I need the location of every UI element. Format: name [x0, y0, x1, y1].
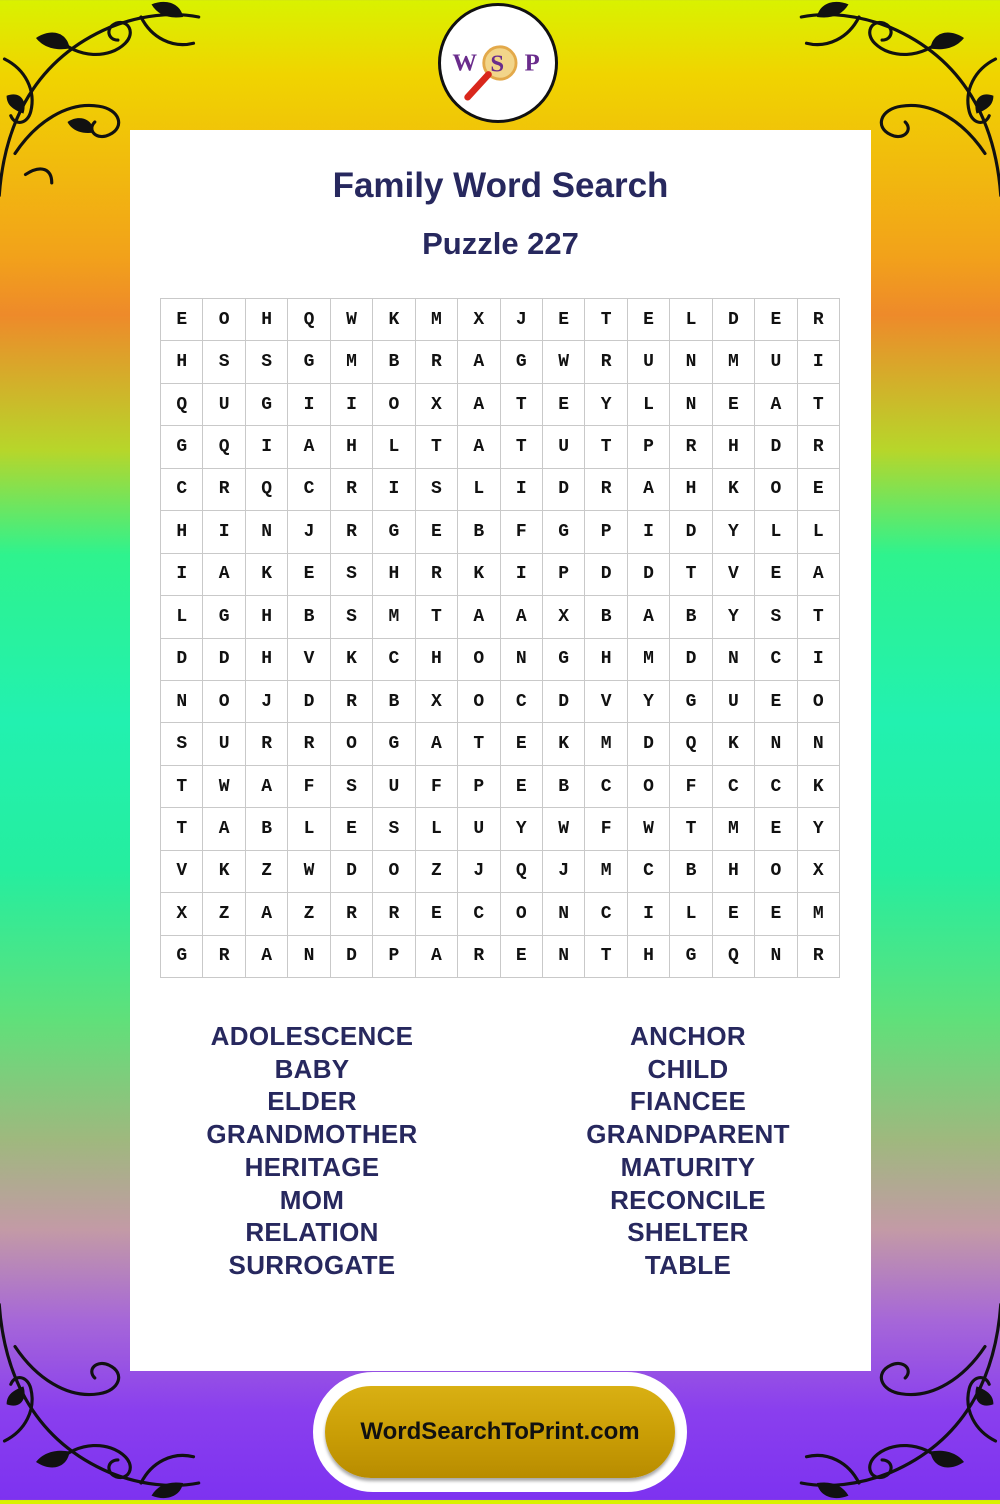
- grid-cell[interactable]: Z: [246, 851, 288, 893]
- grid-cell[interactable]: L: [670, 299, 712, 341]
- grid-cell[interactable]: K: [713, 723, 755, 765]
- grid-cell[interactable]: D: [331, 851, 373, 893]
- grid-cell[interactable]: P: [458, 766, 500, 808]
- grid-cell[interactable]: A: [416, 723, 458, 765]
- grid-cell[interactable]: H: [161, 511, 203, 553]
- grid-cell[interactable]: A: [203, 554, 245, 596]
- grid-cell[interactable]: R: [458, 936, 500, 978]
- grid-cell[interactable]: M: [585, 851, 627, 893]
- grid-cell[interactable]: R: [798, 299, 840, 341]
- word-list-item: FIANCEE: [629, 1086, 747, 1117]
- grid-cell[interactable]: L: [458, 469, 500, 511]
- grid-cell[interactable]: L: [373, 426, 415, 468]
- grid-cell[interactable]: Q: [288, 299, 330, 341]
- grid-cell[interactable]: D: [628, 554, 670, 596]
- grid-cell[interactable]: H: [246, 299, 288, 341]
- word-list-item: ANCHOR: [630, 1021, 746, 1051]
- grid-cell[interactable]: H: [670, 469, 712, 511]
- word-list-item: ELDER: [267, 1086, 357, 1117]
- grid-cell[interactable]: G: [203, 596, 245, 638]
- grid-cell[interactable]: F: [416, 766, 458, 808]
- grid-cell[interactable]: H: [161, 341, 203, 383]
- word-list-item: GRANDPARENT: [586, 1119, 790, 1150]
- grid-cell[interactable]: F: [288, 766, 330, 808]
- grid-cell[interactable]: B: [373, 341, 415, 383]
- grid-cell[interactable]: A: [628, 469, 670, 511]
- grid-cell[interactable]: F: [670, 766, 712, 808]
- grid-cell[interactable]: I: [628, 511, 670, 553]
- grid-cell[interactable]: T: [161, 766, 203, 808]
- grid-cell[interactable]: H: [416, 639, 458, 681]
- grid-cell[interactable]: P: [585, 511, 627, 553]
- grid-cell[interactable]: A: [458, 341, 500, 383]
- grid-cell[interactable]: C: [458, 893, 500, 935]
- grid-cell[interactable]: E: [288, 554, 330, 596]
- grid-cell[interactable]: S: [373, 808, 415, 850]
- grid-cell[interactable]: R: [373, 893, 415, 935]
- grid-cell[interactable]: C: [373, 639, 415, 681]
- grid-cell[interactable]: R: [798, 426, 840, 468]
- grid-cell[interactable]: T: [585, 299, 627, 341]
- logo-letter-w: W: [452, 49, 478, 77]
- grid-cell[interactable]: R: [331, 681, 373, 723]
- word-list-item: SHELTER: [627, 1217, 749, 1248]
- grid-cell[interactable]: M: [373, 596, 415, 638]
- grid-cell[interactable]: J: [458, 851, 500, 893]
- grid-cell[interactable]: O: [203, 681, 245, 723]
- grid-cell[interactable]: C: [161, 469, 203, 511]
- grid-cell[interactable]: Q: [246, 469, 288, 511]
- grid-cell[interactable]: E: [501, 936, 543, 978]
- word-list-item: RECONCILE: [610, 1184, 766, 1215]
- puzzle-sheet: [130, 130, 871, 1371]
- grid-cell[interactable]: F: [585, 808, 627, 850]
- grid-cell[interactable]: W: [203, 766, 245, 808]
- grid-cell[interactable]: H: [713, 426, 755, 468]
- grid-cell[interactable]: B: [585, 596, 627, 638]
- grid-cell[interactable]: S: [416, 469, 458, 511]
- grid-cell[interactable]: M: [798, 893, 840, 935]
- grid-cell[interactable]: P: [543, 554, 585, 596]
- grid-cell[interactable]: R: [670, 426, 712, 468]
- puzzle-number: Puzzle 227: [422, 226, 579, 261]
- grid-cell[interactable]: R: [585, 341, 627, 383]
- website-banner: [313, 1372, 687, 1492]
- grid-cell[interactable]: E: [543, 299, 585, 341]
- grid-cell[interactable]: I: [501, 469, 543, 511]
- grid-cell[interactable]: N: [543, 893, 585, 935]
- grid-cell[interactable]: U: [755, 341, 797, 383]
- grid-cell[interactable]: O: [373, 851, 415, 893]
- grid-cell[interactable]: E: [501, 723, 543, 765]
- grid-cell[interactable]: L: [798, 511, 840, 553]
- grid-cell[interactable]: A: [458, 596, 500, 638]
- grid-cell[interactable]: D: [161, 639, 203, 681]
- grid-cell[interactable]: P: [628, 426, 670, 468]
- grid-cell[interactable]: G: [288, 341, 330, 383]
- grid-cell[interactable]: M: [416, 299, 458, 341]
- grid-cell[interactable]: T: [670, 808, 712, 850]
- grid-cell[interactable]: V: [713, 554, 755, 596]
- grid-cell[interactable]: C: [288, 469, 330, 511]
- grid-cell[interactable]: C: [713, 766, 755, 808]
- grid-cell[interactable]: G: [373, 511, 415, 553]
- grid-cell[interactable]: C: [585, 893, 627, 935]
- grid-cell[interactable]: A: [501, 596, 543, 638]
- grid-cell[interactable]: A: [628, 596, 670, 638]
- grid-cell[interactable]: M: [713, 808, 755, 850]
- website-banner-inner: [325, 1386, 675, 1478]
- word-list-item: RELATION: [245, 1217, 379, 1248]
- grid-cell[interactable]: L: [161, 596, 203, 638]
- grid-cell[interactable]: A: [416, 936, 458, 978]
- grid-cell[interactable]: T: [585, 426, 627, 468]
- grid-cell[interactable]: U: [373, 766, 415, 808]
- grid-cell[interactable]: M: [713, 341, 755, 383]
- grid-cell[interactable]: O: [628, 766, 670, 808]
- grid-cell[interactable]: N: [543, 936, 585, 978]
- grid-cell[interactable]: U: [713, 681, 755, 723]
- grid-cell[interactable]: Z: [203, 893, 245, 935]
- grid-cell[interactable]: E: [755, 554, 797, 596]
- grid-cell[interactable]: E: [331, 808, 373, 850]
- grid-cell[interactable]: U: [203, 723, 245, 765]
- grid-cell[interactable]: W: [288, 851, 330, 893]
- grid-cell[interactable]: D: [713, 299, 755, 341]
- grid-cell[interactable]: R: [288, 723, 330, 765]
- grid-cell[interactable]: I: [246, 426, 288, 468]
- grid-cell[interactable]: K: [331, 639, 373, 681]
- grid-cell[interactable]: I: [288, 384, 330, 426]
- grid-cell[interactable]: Z: [288, 893, 330, 935]
- grid-cell[interactable]: O: [373, 384, 415, 426]
- grid-cell[interactable]: N: [161, 681, 203, 723]
- grid-cell[interactable]: M: [331, 341, 373, 383]
- word-list-item: ADOLESCENCE: [210, 1021, 414, 1051]
- grid-cell[interactable]: R: [331, 469, 373, 511]
- grid-cell[interactable]: B: [246, 808, 288, 850]
- grid-cell[interactable]: V: [585, 681, 627, 723]
- grid-cell[interactable]: C: [755, 766, 797, 808]
- grid-cell[interactable]: J: [501, 299, 543, 341]
- grid-cell[interactable]: N: [670, 384, 712, 426]
- grid-cell[interactable]: K: [543, 723, 585, 765]
- grid-cell[interactable]: V: [288, 639, 330, 681]
- grid-cell[interactable]: Y: [798, 808, 840, 850]
- grid-cell[interactable]: T: [501, 426, 543, 468]
- grid-cell[interactable]: M: [585, 723, 627, 765]
- grid-cell[interactable]: R: [416, 341, 458, 383]
- grid-cell[interactable]: W: [543, 341, 585, 383]
- grid-cell[interactable]: G: [246, 384, 288, 426]
- grid-cell[interactable]: A: [288, 426, 330, 468]
- grid-cell[interactable]: B: [670, 596, 712, 638]
- grid-cell[interactable]: D: [585, 554, 627, 596]
- grid-cell[interactable]: N: [246, 511, 288, 553]
- grid-cell[interactable]: N: [288, 936, 330, 978]
- grid-cell[interactable]: L: [755, 511, 797, 553]
- grid-cell[interactable]: D: [543, 681, 585, 723]
- grid-cell[interactable]: M: [628, 639, 670, 681]
- grid-cell[interactable]: T: [585, 936, 627, 978]
- letter-grid: [160, 298, 840, 978]
- word-list-item: MOM: [279, 1184, 345, 1215]
- grid-cell[interactable]: H: [331, 426, 373, 468]
- grid-cell[interactable]: Q: [713, 936, 755, 978]
- grid-cell[interactable]: B: [288, 596, 330, 638]
- grid-cell[interactable]: T: [798, 596, 840, 638]
- grid-cell[interactable]: R: [331, 893, 373, 935]
- grid-cell[interactable]: K: [246, 554, 288, 596]
- grid-cell[interactable]: O: [501, 893, 543, 935]
- grid-cell[interactable]: U: [203, 384, 245, 426]
- grid-cell[interactable]: G: [161, 936, 203, 978]
- grid-cell[interactable]: G: [543, 511, 585, 553]
- grid-cell[interactable]: K: [798, 766, 840, 808]
- grid-cell[interactable]: S: [331, 596, 373, 638]
- grid-cell[interactable]: R: [203, 936, 245, 978]
- word-list-item: MATURITY: [620, 1151, 756, 1182]
- grid-cell[interactable]: Y: [501, 808, 543, 850]
- grid-cell[interactable]: O: [458, 681, 500, 723]
- wsp-logo: [438, 3, 558, 123]
- grid-cell[interactable]: A: [798, 554, 840, 596]
- grid-cell[interactable]: D: [755, 426, 797, 468]
- grid-cell[interactable]: E: [161, 299, 203, 341]
- grid-cell[interactable]: A: [246, 766, 288, 808]
- grid-cell[interactable]: L: [416, 808, 458, 850]
- grid-cell[interactable]: S: [331, 766, 373, 808]
- grid-cell[interactable]: X: [416, 681, 458, 723]
- grid-cell[interactable]: G: [161, 426, 203, 468]
- grid-cell[interactable]: A: [246, 893, 288, 935]
- grid-cell[interactable]: L: [628, 384, 670, 426]
- grid-cell[interactable]: W: [331, 299, 373, 341]
- word-list-item: SURROGATE: [228, 1249, 396, 1280]
- grid-cell[interactable]: K: [373, 299, 415, 341]
- word-list-item: CHILD: [647, 1053, 729, 1084]
- grid-cell[interactable]: Q: [203, 426, 245, 468]
- grid-cell[interactable]: X: [458, 299, 500, 341]
- puzzle-title: Family Word Search: [332, 166, 669, 205]
- grid-cell[interactable]: E: [416, 893, 458, 935]
- grid-cell[interactable]: S: [755, 596, 797, 638]
- grid-cell[interactable]: H: [373, 554, 415, 596]
- grid-cell[interactable]: T: [161, 808, 203, 850]
- grid-cell[interactable]: Y: [713, 511, 755, 553]
- grid-cell[interactable]: D: [331, 936, 373, 978]
- grid-cell[interactable]: O: [203, 299, 245, 341]
- grid-cell[interactable]: R: [203, 469, 245, 511]
- grid-cell[interactable]: G: [543, 639, 585, 681]
- grid-cell[interactable]: I: [798, 341, 840, 383]
- grid-cell[interactable]: S: [331, 554, 373, 596]
- grid-cell[interactable]: E: [755, 299, 797, 341]
- grid-cell[interactable]: N: [501, 639, 543, 681]
- word-list-item: TABLE: [644, 1249, 732, 1280]
- grid-cell[interactable]: N: [798, 723, 840, 765]
- grid-cell[interactable]: K: [203, 851, 245, 893]
- grid-cell[interactable]: K: [458, 554, 500, 596]
- grid-cell[interactable]: S: [246, 341, 288, 383]
- logo-letter-s: S: [490, 50, 505, 78]
- word-list-left: [162, 1020, 462, 1282]
- grid-cell[interactable]: C: [501, 681, 543, 723]
- grid-cell[interactable]: A: [755, 384, 797, 426]
- grid-cell[interactable]: S: [161, 723, 203, 765]
- grid-cell[interactable]: I: [628, 893, 670, 935]
- grid-cell[interactable]: E: [501, 766, 543, 808]
- grid-cell[interactable]: J: [246, 681, 288, 723]
- grid-cell[interactable]: B: [670, 851, 712, 893]
- grid-cell[interactable]: X: [543, 596, 585, 638]
- grid-cell[interactable]: N: [713, 639, 755, 681]
- grid-cell[interactable]: G: [670, 936, 712, 978]
- grid-cell[interactable]: R: [585, 469, 627, 511]
- grid-cell[interactable]: Q: [501, 851, 543, 893]
- grid-cell[interactable]: T: [458, 723, 500, 765]
- grid-cell[interactable]: E: [755, 893, 797, 935]
- grid-cell[interactable]: T: [670, 554, 712, 596]
- website-name: WordSearchToPrint.com: [360, 1418, 640, 1445]
- grid-cell[interactable]: H: [246, 596, 288, 638]
- grid-cell[interactable]: L: [670, 893, 712, 935]
- grid-cell[interactable]: E: [713, 893, 755, 935]
- logo-letter-p: P: [524, 49, 540, 77]
- grid-cell[interactable]: J: [288, 511, 330, 553]
- grid-cell[interactable]: H: [628, 936, 670, 978]
- grid-cell[interactable]: I: [501, 554, 543, 596]
- grid-cell[interactable]: N: [755, 723, 797, 765]
- grid-cell[interactable]: N: [670, 341, 712, 383]
- grid-cell[interactable]: C: [585, 766, 627, 808]
- grid-cell[interactable]: Y: [628, 681, 670, 723]
- grid-cell[interactable]: Z: [416, 851, 458, 893]
- grid-cell[interactable]: T: [416, 596, 458, 638]
- grid-cell[interactable]: U: [628, 341, 670, 383]
- grid-cell[interactable]: E: [755, 808, 797, 850]
- word-list-item: HERITAGE: [244, 1151, 380, 1182]
- grid-cell[interactable]: E: [798, 469, 840, 511]
- grid-cell[interactable]: D: [288, 681, 330, 723]
- grid-cell[interactable]: X: [161, 893, 203, 935]
- grid-cell[interactable]: T: [416, 426, 458, 468]
- grid-cell[interactable]: A: [246, 936, 288, 978]
- grid-cell[interactable]: J: [543, 851, 585, 893]
- grid-cell[interactable]: G: [670, 681, 712, 723]
- grid-cell[interactable]: F: [501, 511, 543, 553]
- grid-cell[interactable]: C: [628, 851, 670, 893]
- grid-cell[interactable]: A: [458, 426, 500, 468]
- grid-cell[interactable]: I: [373, 469, 415, 511]
- grid-cell[interactable]: E: [543, 384, 585, 426]
- grid-cell[interactable]: X: [416, 384, 458, 426]
- grid-cell[interactable]: I: [203, 511, 245, 553]
- grid-cell[interactable]: R: [798, 936, 840, 978]
- grid-cell[interactable]: D: [543, 469, 585, 511]
- grid-cell[interactable]: I: [331, 384, 373, 426]
- grid-cell[interactable]: B: [458, 511, 500, 553]
- grid-cell[interactable]: A: [203, 808, 245, 850]
- grid-cell[interactable]: R: [246, 723, 288, 765]
- grid-cell[interactable]: Y: [585, 384, 627, 426]
- grid-cell[interactable]: T: [501, 384, 543, 426]
- grid-cell[interactable]: E: [628, 299, 670, 341]
- grid-cell[interactable]: L: [288, 808, 330, 850]
- grid-cell[interactable]: D: [203, 639, 245, 681]
- grid-cell[interactable]: O: [331, 723, 373, 765]
- grid-cell[interactable]: D: [670, 511, 712, 553]
- grid-cell[interactable]: N: [755, 936, 797, 978]
- grid-cell[interactable]: O: [755, 851, 797, 893]
- grid-cell[interactable]: T: [798, 384, 840, 426]
- grid-cell[interactable]: X: [798, 851, 840, 893]
- grid-cell[interactable]: G: [373, 723, 415, 765]
- grid-cell[interactable]: D: [628, 723, 670, 765]
- grid-cell[interactable]: R: [331, 511, 373, 553]
- grid-cell[interactable]: V: [161, 851, 203, 893]
- grid-cell[interactable]: Q: [670, 723, 712, 765]
- grid-cell[interactable]: D: [670, 639, 712, 681]
- grid-cell[interactable]: Q: [161, 384, 203, 426]
- grid-cell[interactable]: O: [798, 681, 840, 723]
- grid-cell[interactable]: I: [798, 639, 840, 681]
- grid-cell[interactable]: H: [246, 639, 288, 681]
- grid-cell[interactable]: U: [543, 426, 585, 468]
- grid-cell[interactable]: Y: [713, 596, 755, 638]
- grid-cell[interactable]: E: [755, 681, 797, 723]
- grid-cell[interactable]: I: [161, 554, 203, 596]
- grid-cell[interactable]: A: [458, 384, 500, 426]
- word-list-item: BABY: [274, 1053, 350, 1084]
- grid-cell[interactable]: E: [713, 384, 755, 426]
- grid-cell[interactable]: P: [373, 936, 415, 978]
- grid-cell[interactable]: B: [543, 766, 585, 808]
- grid-cell[interactable]: U: [458, 808, 500, 850]
- grid-cell[interactable]: R: [416, 554, 458, 596]
- grid-cell[interactable]: H: [585, 639, 627, 681]
- word-list-item: GRANDMOTHER: [206, 1119, 418, 1150]
- grid-cell[interactable]: K: [713, 469, 755, 511]
- grid-cell[interactable]: G: [501, 341, 543, 383]
- grid-cell[interactable]: S: [203, 341, 245, 383]
- grid-cell[interactable]: O: [458, 639, 500, 681]
- grid-cell[interactable]: E: [416, 511, 458, 553]
- grid-cell[interactable]: W: [543, 808, 585, 850]
- grid-cell[interactable]: W: [628, 808, 670, 850]
- grid-cell[interactable]: C: [755, 639, 797, 681]
- grid-cell[interactable]: B: [373, 681, 415, 723]
- grid-cell[interactable]: O: [755, 469, 797, 511]
- grid-cell[interactable]: H: [713, 851, 755, 893]
- word-list-right: [538, 1020, 838, 1282]
